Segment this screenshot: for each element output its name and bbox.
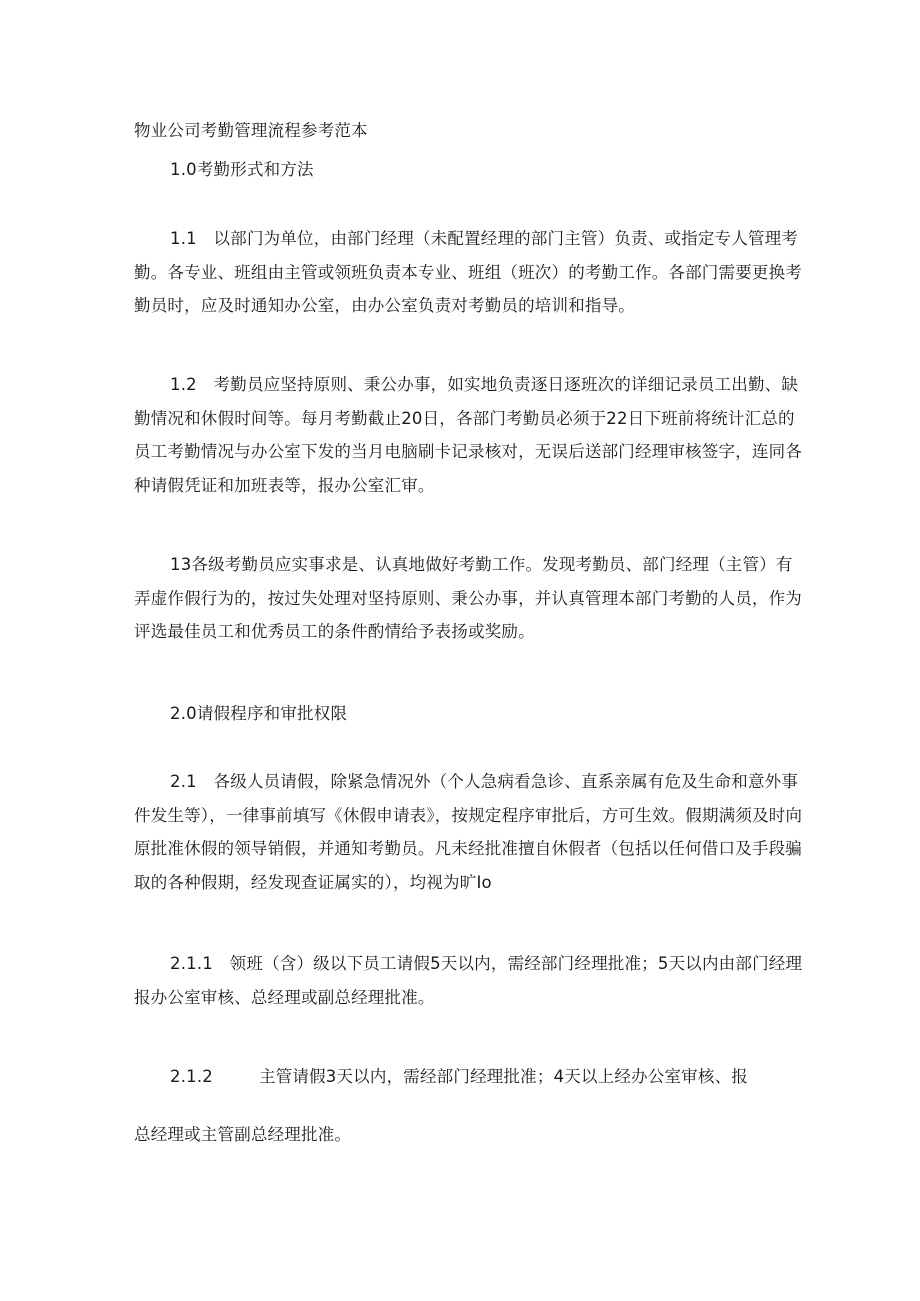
paragraph-2-1: 2.1 各级人员请假，除紧急情况外（个人急病看急诊、直系亲属有危及生命和意外事件发生等），一律事前填写《休假申请表》，按规定程序审批后，方可生效。假期满须及时向原批准休假的领导销假，并通知考勤员。凡未经批准擅自休假者（包括以任何借口及手段骗取的各种假期，经发现查证属实的），均视为旷Io [134, 772, 803, 892]
paragraph-1-2: 1.2 考勤员应坚持原则、秉公办事，如实地负责逐日逐班次的详细记录员工出勤、缺勤情况和休假时间等。每月考勤截止20日，各部门考勤员必须于22日下班前将统计汇总的员工考勤情况与办公室下发的当月电脑刷卡记录核对，无误后送部门经理审核签字，连同各种请假凭证和加班表等，报办公室汇审。 [134, 375, 802, 495]
paragraph-2-1-2-continuation: 总经理或主管副总经理批准。 [134, 1125, 352, 1144]
paragraph-2-1-1: 2.1.1 领班（含）级以下员工请假5天以内，需经部门经理批准；5天以内由部门经理报办公室审核、总经理或副总经理批准。 [134, 954, 803, 1007]
paragraph-2-1-2 [134, 1060, 806, 1094]
section-heading-1: 1.0考勤形式和方法 [170, 160, 314, 179]
section-heading-2: 2.0请假程序和审批权限 [170, 704, 348, 723]
paragraph-2-1-2-text: 主管请假3天以内，需经部门经理批准；4天以上经办公室审核、报 [258, 1067, 748, 1086]
paragraph-1-1: 1.1 以部门为单位，由部门经理（未配置经理的部门主管）负责、或指定专人管理考勤。各专业、班组由主管或领班负责本专业、班组（班次）的考勤工作。各部门需要更换考勤员时，应及时通知办公室，由办公室负责对考勤员的培训和指导。 [134, 229, 802, 315]
paragraph-1-3: 13各级考勤员应实事求是、认真地做好考勤工作。发现考勤员、部门经理（主管）有弄虚作假行为的，按过失处理对坚持原则、秉公办事，并认真管理本部门考勤的人员，作为评选最佳员工和优秀员工的条件酌情给予表扬或奖励。 [134, 555, 802, 641]
paragraph-2-1-2-number: 2.1.2 [170, 1067, 213, 1086]
document-title: 物业公司考勤管理流程参考范本 [134, 121, 368, 140]
